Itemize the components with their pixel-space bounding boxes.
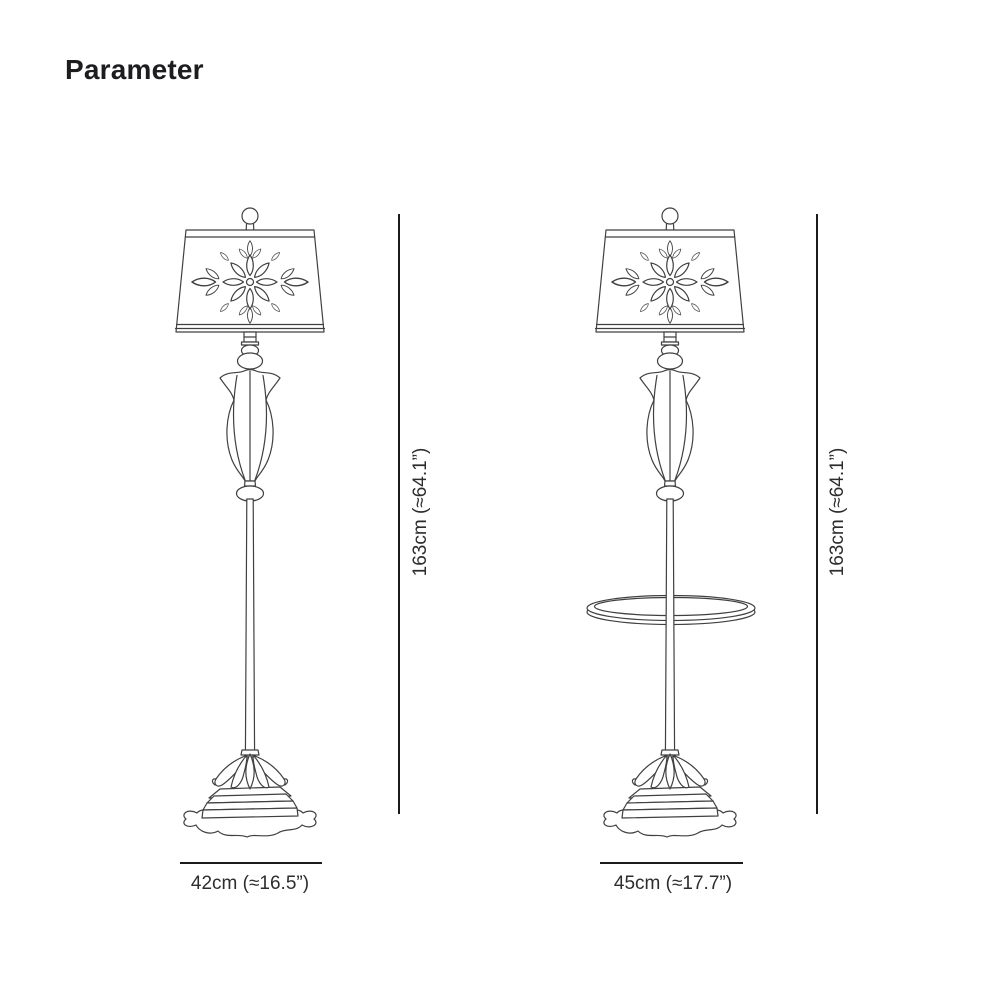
height-dimension-line-right — [816, 214, 818, 814]
lamp-shade-and-body — [596, 208, 745, 501]
height-dimension-line-left — [398, 214, 400, 814]
width-dimension-label-right: 45cm (≈17.7”) — [613, 873, 733, 894]
width-dimension-label-left: 42cm (≈16.5”) — [190, 873, 310, 894]
floor-lamp-with-tray-illustration — [570, 205, 770, 855]
lamp-base — [184, 750, 316, 837]
height-dimension-label-right: 163cm (≈64.1”) — [827, 447, 848, 577]
lamp-base — [604, 750, 736, 837]
lamp-pole — [245, 499, 254, 757]
width-dimension-line-right — [600, 862, 743, 864]
lamp-shade-and-body — [176, 208, 325, 501]
width-dimension-line-left — [180, 862, 322, 864]
page-title: Parameter — [65, 54, 204, 85]
floor-lamp-illustration — [150, 205, 350, 855]
height-dimension-label-left: 163cm (≈64.1”) — [410, 447, 431, 577]
lamp-pole — [665, 499, 674, 757]
